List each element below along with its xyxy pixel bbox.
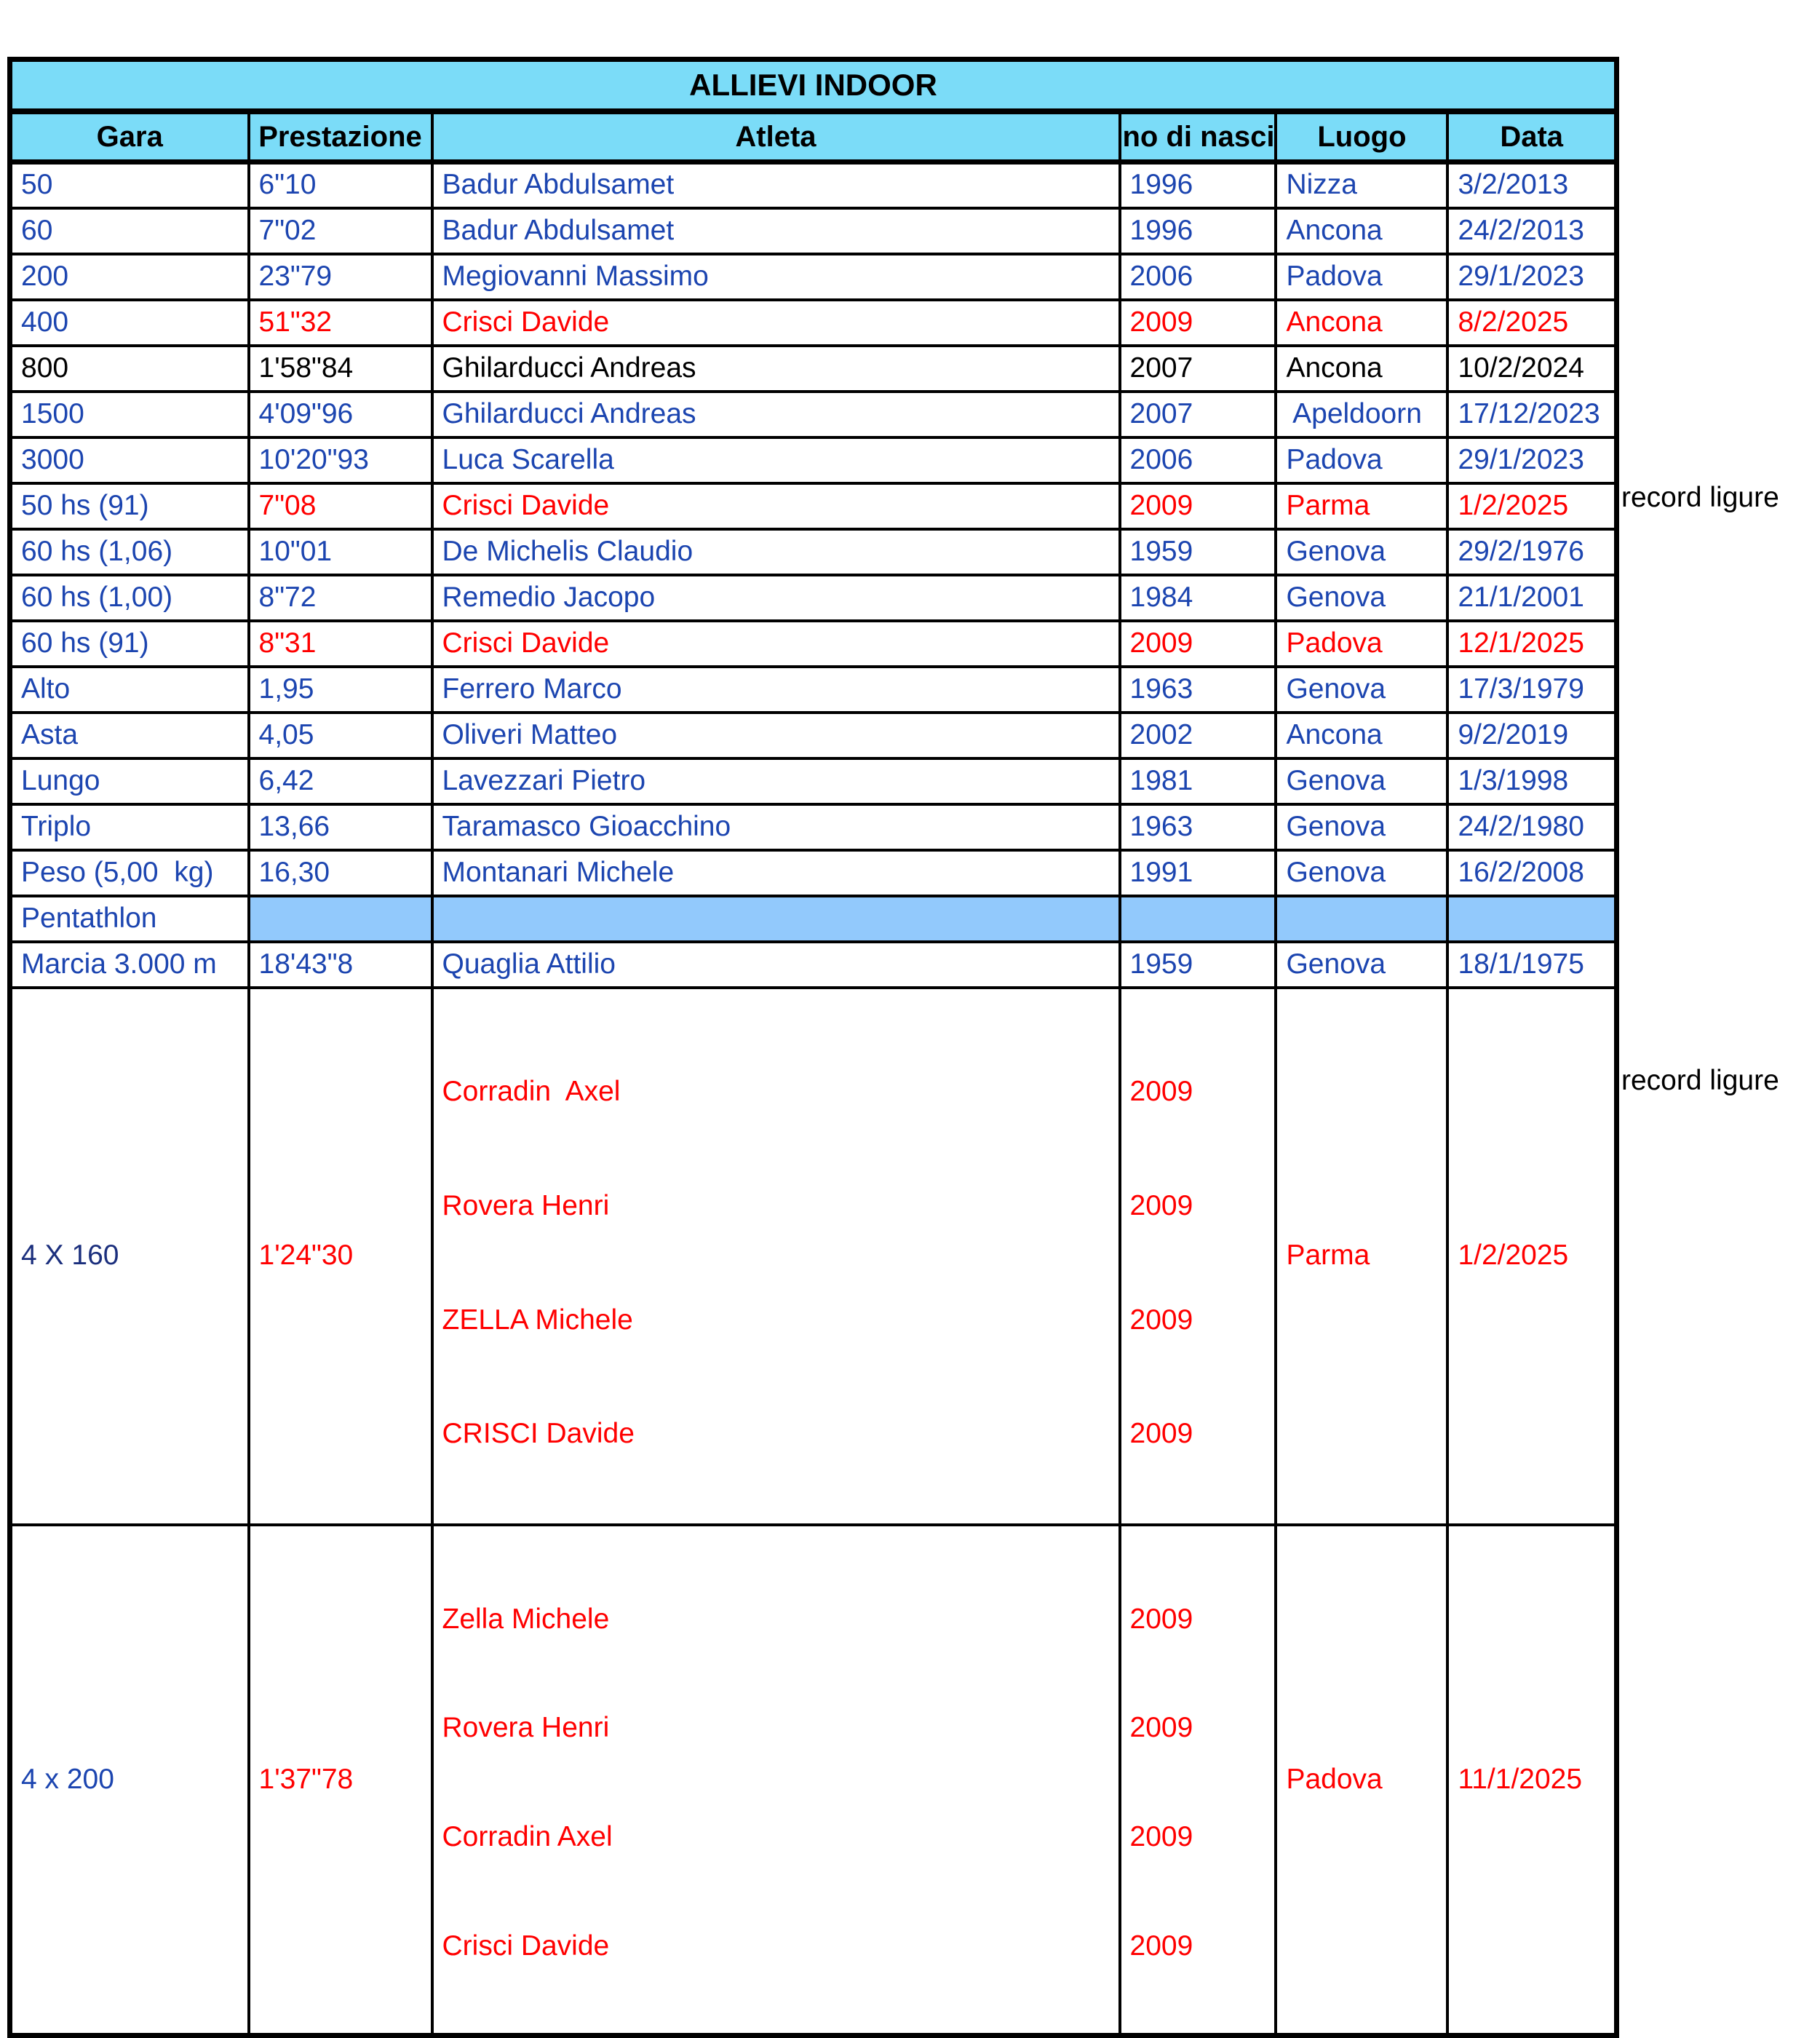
cell-anno: 2006 [1120, 437, 1276, 483]
cell-data: 1/2/2025 [1447, 483, 1616, 529]
cell-data: 8/2/2025 [1447, 300, 1616, 346]
relay-athlete: Corradin Axel [442, 1076, 621, 1108]
cell-anno: 1959 [1120, 529, 1276, 575]
cell-anno: 2006 [1120, 254, 1276, 300]
cell-luogo: Ancona [1276, 346, 1447, 392]
record-ligure-note-50hs: record ligure [1621, 482, 1779, 513]
cell-luogo: Genova [1276, 850, 1447, 896]
cell-data: 24/2/2013 [1447, 208, 1616, 254]
cell-data: 9/2/2019 [1447, 713, 1616, 758]
cell-luogo: Ancona [1276, 300, 1447, 346]
record-ligure-note-4x160: record ligure [1621, 1065, 1779, 1096]
table-row [10, 575, 1617, 621]
cell-anno: 2007 [1120, 392, 1276, 437]
cell-anno: 1963 [1120, 667, 1276, 713]
cell-atleta: Ghilarducci Andreas [432, 346, 1120, 392]
table-row [10, 804, 1617, 850]
table-row [10, 254, 1617, 300]
cell-anno: 1996 [1120, 162, 1276, 208]
table-row [10, 392, 1617, 437]
cell-gara: Asta [10, 713, 249, 758]
cell-gara: Alto [10, 667, 249, 713]
cell-anno-list [1120, 1525, 1276, 2036]
cell-gara: 50 hs (91) [10, 483, 249, 529]
cell-luogo: Nizza [1276, 162, 1447, 208]
cell-data: 24/2/1980 [1447, 804, 1616, 850]
relay-birth-year: 2009 [1129, 1418, 1193, 1450]
cell-prestazione: 1'58"84 [249, 346, 432, 392]
cell-luogo: Genova [1276, 529, 1447, 575]
table-row [10, 437, 1617, 483]
cell-prestazione: 1'37"78 [249, 1525, 432, 2036]
relay-athlete: Rovera Henri [442, 1189, 610, 1221]
cell-data: 17/3/1979 [1447, 667, 1616, 713]
cell-atleta-list [432, 1525, 1120, 2036]
table-row-relay-4x160 [10, 988, 1617, 1525]
cell-gara: 400 [10, 300, 249, 346]
cell-data: 16/2/2008 [1447, 850, 1616, 896]
cell-prestazione: 18'43"8 [249, 942, 432, 988]
cell-atleta-list [432, 988, 1120, 1525]
column-header-prestazione: Prestazione [249, 111, 432, 162]
cell-luogo: Ancona [1276, 208, 1447, 254]
cell-anno: 2009 [1120, 300, 1276, 346]
column-header-anno-di-nascita: no di nasci [1120, 111, 1276, 162]
cell-prestazione: 10'20"93 [249, 437, 432, 483]
cell-gara: 60 hs (91) [10, 621, 249, 667]
table-row [10, 713, 1617, 758]
table-row-relay-4x200 [10, 1525, 1617, 2036]
cell-prestazione: 23"79 [249, 254, 432, 300]
cell-luogo [1276, 896, 1447, 942]
relay-athlete: Corradin Axel [442, 1821, 613, 1852]
cell-atleta [432, 896, 1120, 942]
cell-gara: 60 [10, 208, 249, 254]
cell-data: 1/3/1998 [1447, 758, 1616, 804]
column-header-data: Data [1447, 111, 1616, 162]
table-row [10, 483, 1617, 529]
cell-atleta: Quaglia Attilio [432, 942, 1120, 988]
cell-prestazione: 1'24"30 [249, 988, 432, 1525]
cell-luogo: Parma [1276, 988, 1447, 1525]
cell-gara: Peso (5,00 kg) [10, 850, 249, 896]
table-row [10, 162, 1617, 208]
relay-athlete: Crisci Davide [442, 1930, 610, 1962]
table-row [10, 621, 1617, 667]
cell-prestazione [249, 896, 432, 942]
cell-luogo: Padova [1276, 437, 1447, 483]
cell-atleta: Crisci Davide [432, 483, 1120, 529]
cell-prestazione: 7"02 [249, 208, 432, 254]
cell-atleta: Ferrero Marco [432, 667, 1120, 713]
cell-atleta: Remedio Jacopo [432, 575, 1120, 621]
cell-prestazione: 8"72 [249, 575, 432, 621]
cell-atleta: Oliveri Matteo [432, 713, 1120, 758]
cell-prestazione: 10"01 [249, 529, 432, 575]
cell-gara: Triplo [10, 804, 249, 850]
relay-birth-year: 2009 [1129, 1603, 1193, 1635]
cell-prestazione: 8"31 [249, 621, 432, 667]
cell-data [1447, 896, 1616, 942]
cell-anno: 2007 [1120, 346, 1276, 392]
cell-anno: 1996 [1120, 208, 1276, 254]
cell-atleta: Crisci Davide [432, 300, 1120, 346]
cell-prestazione: 13,66 [249, 804, 432, 850]
table-row [10, 758, 1617, 804]
cell-anno: 2009 [1120, 483, 1276, 529]
cell-anno: 2002 [1120, 713, 1276, 758]
cell-luogo: Genova [1276, 758, 1447, 804]
cell-data: 12/1/2025 [1447, 621, 1616, 667]
cell-data: 11/1/2025 [1447, 1525, 1616, 2036]
cell-gara: 50 [10, 162, 249, 208]
cell-anno: 1959 [1120, 942, 1276, 988]
relay-birth-year: 2009 [1129, 1930, 1193, 1962]
cell-gara: 1500 [10, 392, 249, 437]
cell-luogo: Genova [1276, 804, 1447, 850]
table-title-row [10, 60, 1617, 112]
column-header-atleta: Atleta [432, 111, 1120, 162]
cell-atleta: Montanari Michele [432, 850, 1120, 896]
cell-atleta: Taramasco Gioacchino [432, 804, 1120, 850]
cell-luogo: Genova [1276, 667, 1447, 713]
cell-luogo: Genova [1276, 942, 1447, 988]
relay-athlete: CRISCI Davide [442, 1418, 635, 1450]
relay-athlete: ZELLA Michele [442, 1304, 633, 1336]
cell-data: 10/2/2024 [1447, 346, 1616, 392]
cell-prestazione: 6"10 [249, 162, 432, 208]
column-header-gara: Gara [10, 111, 249, 162]
cell-luogo: Padova [1276, 254, 1447, 300]
cell-gara: 200 [10, 254, 249, 300]
cell-atleta: Luca Scarella [432, 437, 1120, 483]
cell-gara: 60 hs (1,00) [10, 575, 249, 621]
table-row [10, 300, 1617, 346]
table-row-pentathlon [10, 896, 1617, 942]
table-row [10, 346, 1617, 392]
cell-anno: 1963 [1120, 804, 1276, 850]
cell-atleta: Lavezzari Pietro [432, 758, 1120, 804]
cell-data: 21/1/2001 [1447, 575, 1616, 621]
cell-data: 3/2/2013 [1447, 162, 1616, 208]
relay-birth-year: 2009 [1129, 1189, 1193, 1221]
table-row [10, 850, 1617, 896]
cell-gara: 4 X 160 [10, 988, 249, 1525]
cell-gara: 60 hs (1,06) [10, 529, 249, 575]
cell-luogo: Apeldoorn [1276, 392, 1447, 437]
cell-luogo: Ancona [1276, 713, 1447, 758]
table-row [10, 667, 1617, 713]
table-row [10, 942, 1617, 988]
cell-prestazione: 51"32 [249, 300, 432, 346]
cell-atleta: Crisci Davide [432, 621, 1120, 667]
cell-gara: Pentathlon [10, 896, 249, 942]
records-table [7, 57, 1619, 2038]
cell-data: 18/1/1975 [1447, 942, 1616, 988]
cell-data: 29/2/1976 [1447, 529, 1616, 575]
cell-anno: 1981 [1120, 758, 1276, 804]
cell-anno [1120, 896, 1276, 942]
cell-prestazione: 1,95 [249, 667, 432, 713]
relay-birth-year: 2009 [1129, 1076, 1193, 1108]
cell-atleta: Badur Abdulsamet [432, 208, 1120, 254]
cell-gara: 4 x 200 [10, 1525, 249, 2036]
cell-prestazione: 4'09"96 [249, 392, 432, 437]
relay-birth-year: 2009 [1129, 1304, 1193, 1336]
cell-data: 29/1/2023 [1447, 437, 1616, 483]
relay-athlete: Rovera Henri [442, 1712, 610, 1744]
cell-gara: Marcia 3.000 m [10, 942, 249, 988]
relay-birth-year: 2009 [1129, 1821, 1193, 1852]
cell-prestazione: 4,05 [249, 713, 432, 758]
cell-anno: 1991 [1120, 850, 1276, 896]
cell-gara: 3000 [10, 437, 249, 483]
cell-data: 17/12/2023 [1447, 392, 1616, 437]
cell-gara: 800 [10, 346, 249, 392]
cell-data: 29/1/2023 [1447, 254, 1616, 300]
cell-data: 1/2/2025 [1447, 988, 1616, 1525]
cell-anno: 2009 [1120, 621, 1276, 667]
cell-gara: Lungo [10, 758, 249, 804]
cell-prestazione: 7"08 [249, 483, 432, 529]
cell-anno-list [1120, 988, 1276, 1525]
column-header-row [10, 111, 1617, 162]
page-title: ALLIEVI INDOOR [10, 60, 1617, 112]
cell-atleta: Badur Abdulsamet [432, 162, 1120, 208]
cell-atleta: De Michelis Claudio [432, 529, 1120, 575]
cell-prestazione: 16,30 [249, 850, 432, 896]
relay-athlete: Zella Michele [442, 1603, 610, 1635]
column-header-luogo: Luogo [1276, 111, 1447, 162]
cell-anno: 1984 [1120, 575, 1276, 621]
cell-luogo: Genova [1276, 575, 1447, 621]
cell-prestazione: 6,42 [249, 758, 432, 804]
cell-atleta: Ghilarducci Andreas [432, 392, 1120, 437]
cell-luogo: Parma [1276, 483, 1447, 529]
cell-luogo: Padova [1276, 621, 1447, 667]
relay-birth-year: 2009 [1129, 1712, 1193, 1744]
cell-luogo: Padova [1276, 1525, 1447, 2036]
cell-atleta: Megiovanni Massimo [432, 254, 1120, 300]
table-row [10, 529, 1617, 575]
table-row [10, 208, 1617, 254]
